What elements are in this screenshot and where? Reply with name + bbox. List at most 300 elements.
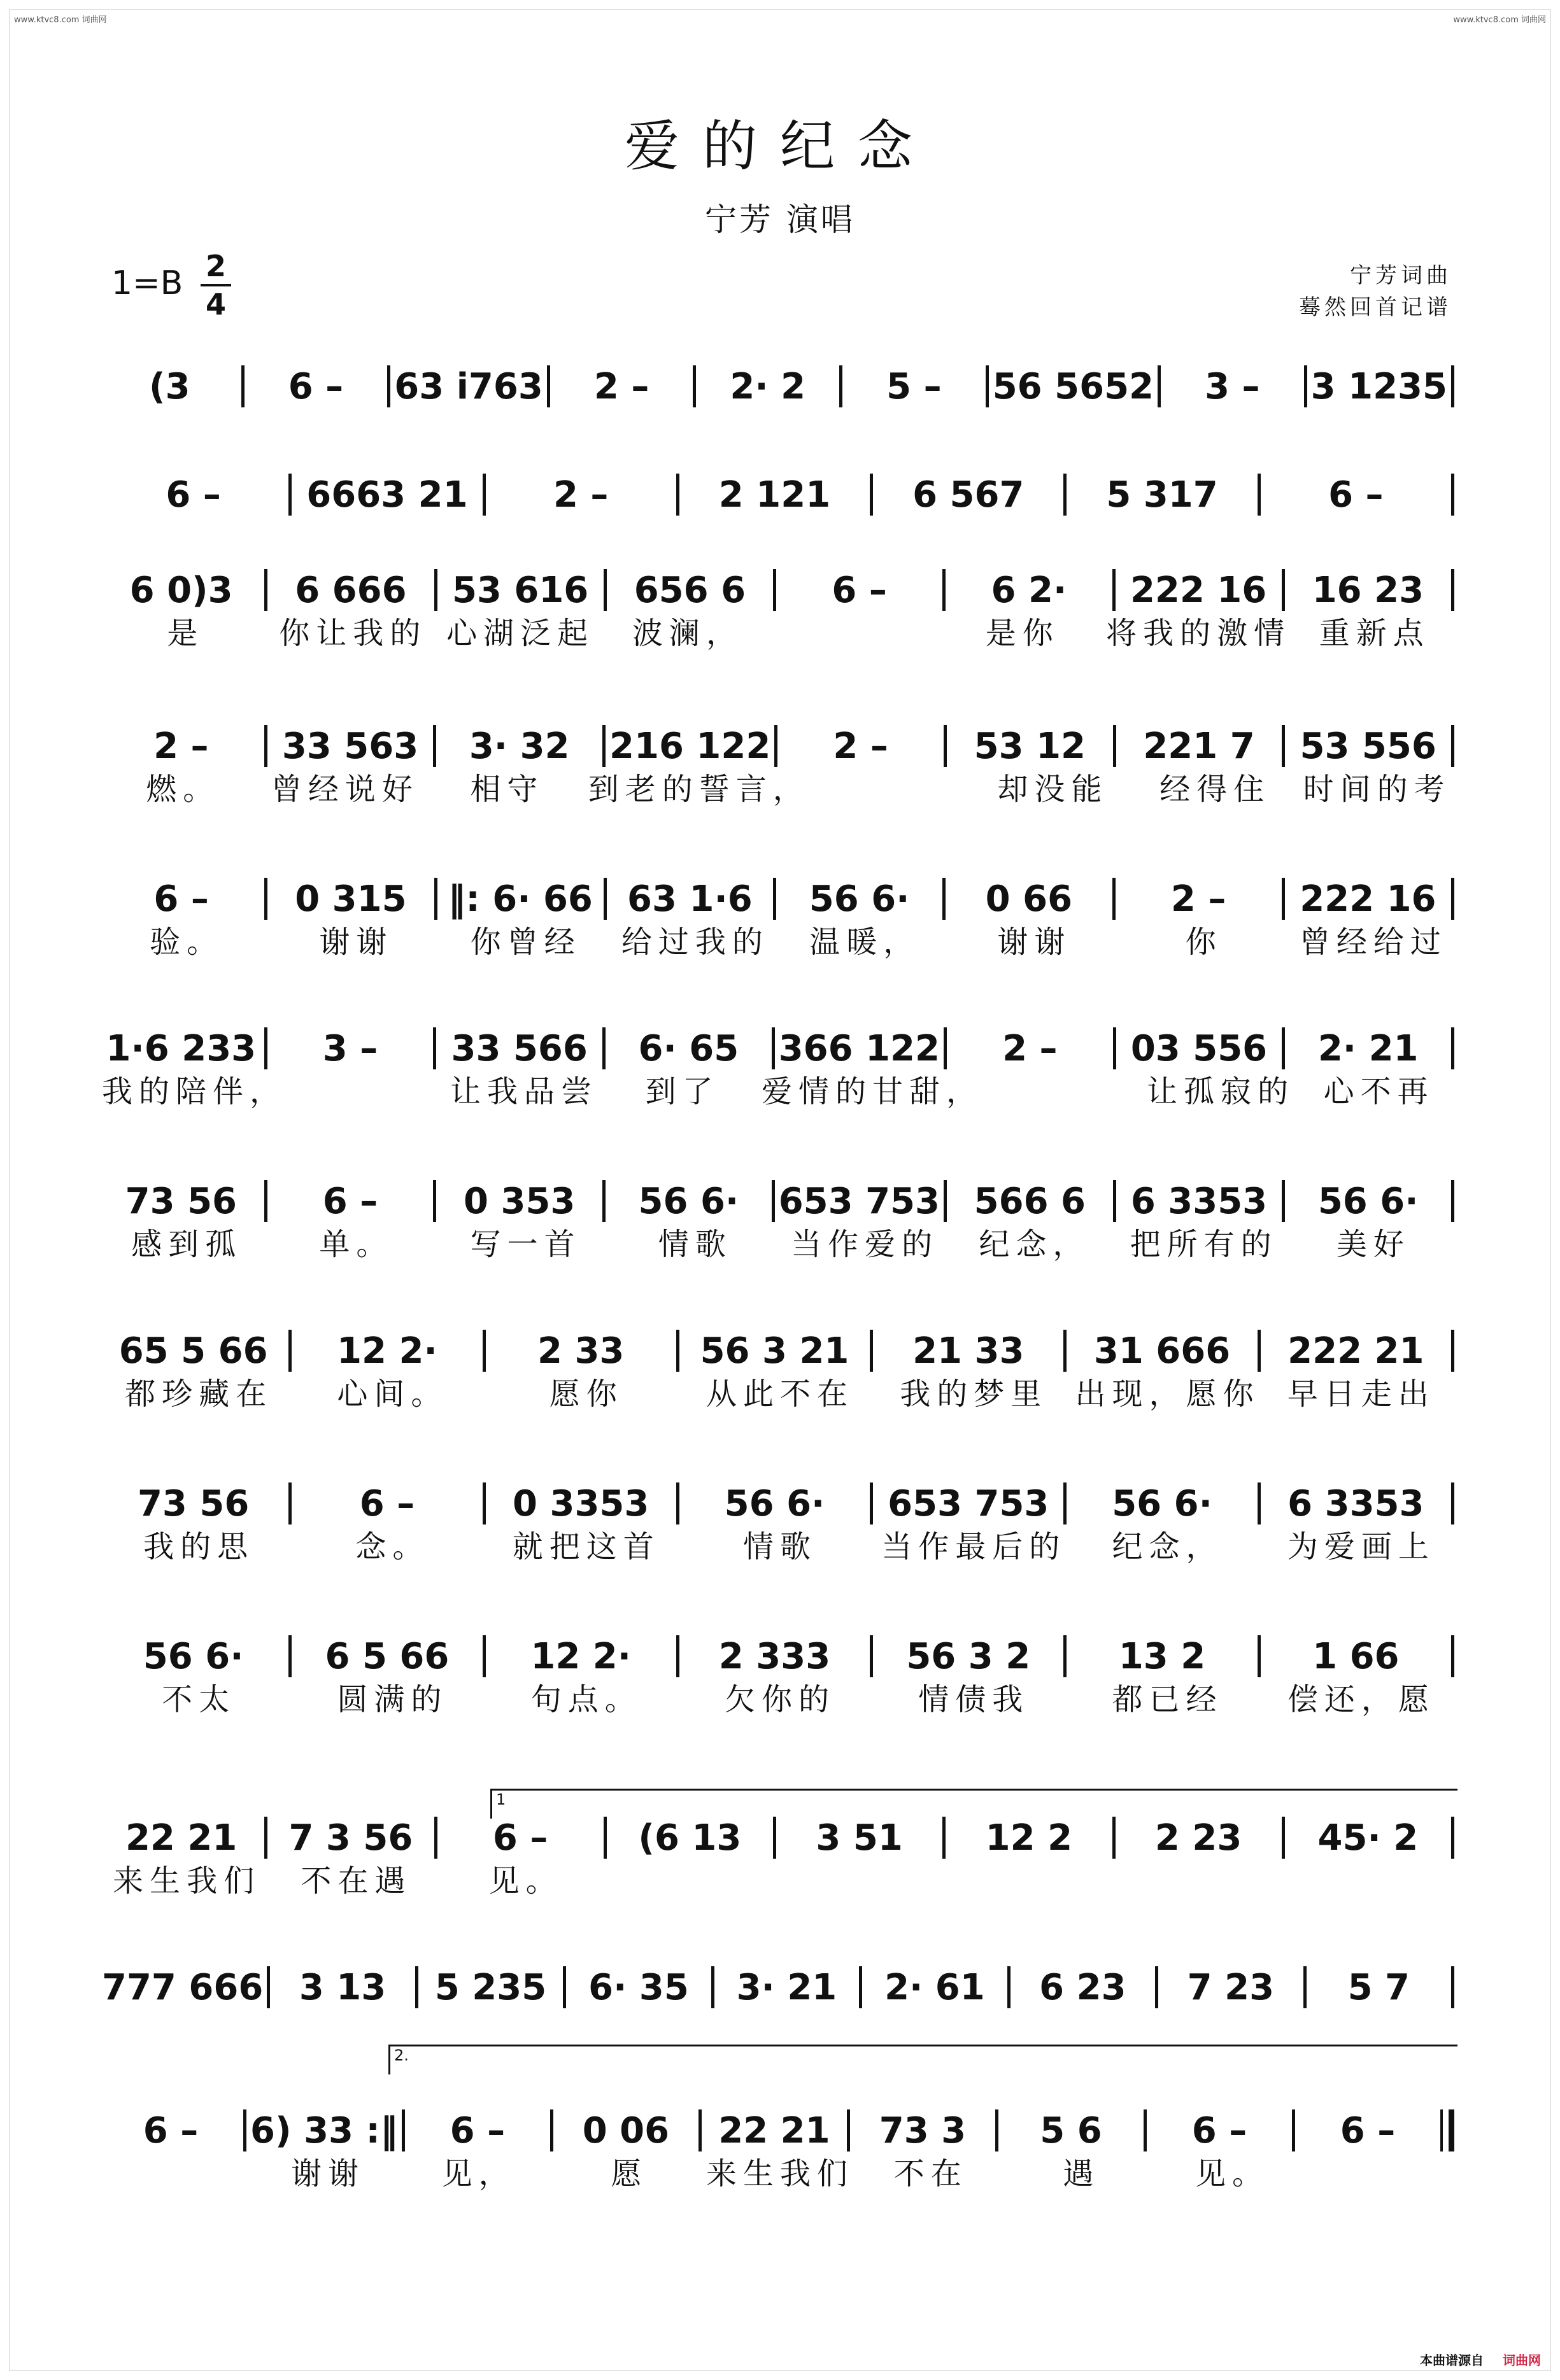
measure: 222 21 [1287, 1330, 1424, 1372]
barline [1451, 1180, 1454, 1222]
notation-row [102, 869, 1458, 920]
barline [986, 365, 989, 407]
lyric-phrase: 谢谢 [997, 924, 1072, 960]
barline [264, 725, 267, 767]
measure: 12 2 [985, 1817, 1073, 1859]
corner-watermark-left: www.ktvc8.com 词曲网 [14, 15, 107, 25]
barline [676, 474, 679, 516]
barline [1258, 1482, 1261, 1524]
measure: 366 122 [778, 1028, 940, 1069]
barline [267, 1966, 270, 2008]
lyric-phrase: 到老的誓言， [588, 771, 810, 807]
lyrics-row [102, 920, 1458, 958]
barline [1063, 474, 1067, 516]
barline [1063, 1482, 1067, 1524]
key-signature: 1=B [111, 264, 183, 302]
lyric-phrase: 情歌 [658, 1226, 732, 1262]
measure: 2 33 [537, 1330, 625, 1372]
lyric-phrase: 当作爱的 [791, 1226, 939, 1262]
barline [772, 1180, 775, 1222]
measure: 3 13 [299, 1967, 386, 2008]
barline [550, 2109, 553, 2151]
music-system [102, 465, 1458, 516]
lyrics-row [102, 1372, 1458, 1410]
lyric-phrase: 从此不在 [706, 1376, 854, 1412]
barline [1113, 1027, 1116, 1069]
lyric-phrase: 为爱画上 [1287, 1528, 1435, 1565]
measure: 7 23 [1187, 1967, 1275, 2008]
music-system [102, 716, 1458, 805]
measure: 56 6· [1317, 1181, 1419, 1222]
lyric-phrase: 见。 [1195, 2155, 1270, 2192]
measure: 216 122 [609, 726, 771, 767]
measure: 3 51 [816, 1817, 903, 1859]
measure: 2· 2 [730, 366, 806, 407]
barline [483, 474, 486, 516]
barline [944, 725, 947, 767]
measure: 6 – [153, 878, 209, 920]
measure: 0 3353 [513, 1483, 649, 1524]
music-system [102, 560, 1458, 649]
measure: 2 333 [718, 1636, 831, 1677]
barline [243, 2109, 246, 2151]
measure: 73 56 [125, 1181, 238, 1222]
notation-row [102, 1626, 1458, 1677]
measure: 6 – [1328, 474, 1384, 516]
barline [1451, 569, 1454, 611]
lyric-phrase: 你让我的 [279, 615, 427, 651]
barline [1258, 1635, 1261, 1677]
barline [604, 878, 607, 920]
barline [1282, 1180, 1285, 1222]
music-system [102, 1018, 1458, 1108]
measure: 45· 2 [1317, 1817, 1419, 1859]
barline [604, 569, 607, 611]
measure: 31 666 [1093, 1330, 1231, 1372]
notation-row [102, 2101, 1458, 2151]
measure: 0 66 [985, 878, 1073, 920]
measure: 56 6· [809, 878, 910, 920]
lyric-phrase: 燃。 [146, 771, 220, 807]
measure: 653 753 [888, 1483, 1049, 1524]
measure: 2 – [553, 474, 609, 516]
measure: 6 – [1191, 2110, 1247, 2151]
barline [773, 878, 776, 920]
barline [944, 1027, 947, 1069]
notation-row [102, 1474, 1458, 1524]
lyric-phrase: 单。 [319, 1226, 394, 1262]
measure: 2 121 [718, 474, 831, 516]
lyric-phrase: 验。 [150, 924, 224, 960]
barline [773, 1817, 776, 1859]
lyrics-row [102, 2151, 1458, 2190]
lyric-phrase: 却没能 [997, 771, 1109, 807]
lyrics-row [102, 767, 1458, 805]
lyric-phrase: 见。 [488, 1862, 563, 1899]
lyric-phrase: 到了 [645, 1073, 720, 1109]
lyric-phrase: 愿你 [549, 1376, 623, 1412]
measure: 65 5 66 [118, 1330, 268, 1372]
lyric-phrase: 来生我们 [706, 2155, 854, 2192]
measure: 13 2 [1118, 1636, 1206, 1677]
measure: 6 0)3 [129, 570, 233, 611]
lyric-phrase: 来生我们 [113, 1862, 261, 1899]
measure: 222 16 [1300, 878, 1436, 920]
measure: 0 353 [464, 1181, 576, 1222]
lyric-phrase: 纪念， [1112, 1528, 1223, 1565]
measure: 6· 35 [588, 1967, 689, 2008]
notation-row [102, 1171, 1458, 1222]
barline [264, 1817, 267, 1859]
lyric-phrase: 就把这首 [512, 1528, 660, 1565]
time-denominator: 4 [205, 287, 226, 321]
measure: 56 3 21 [700, 1330, 849, 1372]
barline [1113, 725, 1116, 767]
barline [434, 1817, 437, 1859]
measure: 6 2· [991, 570, 1067, 611]
barline [1451, 725, 1454, 767]
barline [1155, 1966, 1158, 2008]
lyric-phrase: 不在遇 [301, 1862, 412, 1899]
measure: 56 6· [1112, 1483, 1212, 1524]
lyric-phrase: 见， [441, 2155, 516, 2192]
barline [602, 1180, 606, 1222]
lyric-phrase: 心湖泛起 [446, 615, 595, 651]
lyric-phrase: 都珍藏在 [125, 1376, 273, 1412]
measure: 63 1·6 [627, 878, 753, 920]
notation-row [102, 560, 1458, 611]
lyric-phrase: 美好 [1336, 1226, 1410, 1262]
measure: 2 – [593, 366, 649, 407]
measure: 221 7 [1143, 726, 1255, 767]
lyric-phrase: 早日走出 [1287, 1376, 1435, 1412]
barline [676, 1482, 679, 1524]
lyric-phrase: 给过我的 [621, 924, 769, 960]
lyric-phrase: 谢谢 [319, 924, 394, 960]
measure: 56 3 2 [906, 1636, 1031, 1677]
measure: 7 3 56 [288, 1817, 413, 1859]
measure: 3 – [1205, 366, 1260, 407]
measure: (6 13 [638, 1817, 742, 1859]
lyric-phrase: 愿 [611, 2155, 648, 2192]
measure: 33 566 [451, 1028, 588, 1069]
notation-row [102, 1957, 1458, 2008]
measure: 2 – [1170, 878, 1226, 920]
lyric-phrase: 重新点 [1319, 615, 1430, 651]
measure: 56 6· [638, 1181, 739, 1222]
lyric-phrase: 感到孤 [131, 1226, 243, 1262]
barline [870, 1330, 873, 1372]
measure: 12 2· [337, 1330, 437, 1372]
lyrics-row [102, 1859, 1458, 1897]
lyric-phrase: 你曾经 [470, 924, 581, 960]
corner-watermark-right: www.ktvc8.com 词曲网 [1453, 15, 1546, 25]
measure: 777 666 [102, 1967, 264, 2008]
barline [1063, 1635, 1067, 1677]
measure: 6 3353 [1287, 1483, 1424, 1524]
lyric-phrase: 我的梦里 [900, 1376, 1048, 1412]
lyric-phrase: 出现，愿你 [1075, 1376, 1260, 1412]
measure: 73 3 [879, 2110, 967, 2151]
lyric-phrase: 情歌 [742, 1528, 817, 1565]
lyric-phrase: 相守 [470, 771, 544, 807]
lyric-phrase: 把所有的 [1130, 1226, 1278, 1262]
barline [870, 474, 873, 516]
lyric-phrase: 遇 [1063, 2155, 1100, 2192]
music-system [102, 1321, 1458, 1410]
measure: 1 66 [1312, 1636, 1400, 1677]
measure: 2 – [1002, 1028, 1058, 1069]
music-system [102, 1626, 1458, 1715]
measure: 6 – [450, 2110, 506, 2151]
lyric-phrase: 波澜， [632, 615, 744, 651]
barline [1282, 878, 1285, 920]
measure: 6 – [143, 2110, 199, 2151]
barline [839, 365, 842, 407]
barline [870, 1482, 873, 1524]
lyrics-row [102, 1524, 1458, 1563]
lyric-phrase: 写一首 [470, 1226, 581, 1262]
barline [1451, 1330, 1454, 1372]
barline [483, 1482, 486, 1524]
barline [483, 1635, 486, 1677]
song-title: 爱的纪念 [625, 115, 935, 178]
lyric-phrase: 纪念， [979, 1226, 1090, 1262]
barline [1158, 365, 1161, 407]
measure: 6 23 [1039, 1967, 1126, 2008]
barline [942, 1817, 946, 1859]
measure: 566 6 [974, 1181, 1086, 1222]
barline [711, 1966, 714, 2008]
barline [1112, 1817, 1116, 1859]
performer: 宁芳 演唱 [705, 201, 855, 238]
barline [1451, 1635, 1454, 1677]
measure: 2· 61 [884, 1967, 985, 2008]
barline [676, 1330, 679, 1372]
notation-row [102, 1321, 1458, 1372]
music-system [102, 356, 1458, 407]
lyric-phrase: 句点。 [530, 1681, 642, 1717]
measure: 03 556 [1130, 1028, 1268, 1069]
measure: 6 – [288, 366, 344, 407]
measure: 53 556 [1300, 726, 1436, 767]
music-system [102, 1474, 1458, 1563]
music-system [102, 1808, 1458, 1897]
barline [773, 569, 776, 611]
lyric-phrase: 当作最后的 [881, 1528, 1067, 1565]
barline [402, 2109, 405, 2151]
measure: 73 56 [137, 1483, 250, 1524]
measure: 6 3353 [1130, 1181, 1268, 1222]
time-signature [201, 250, 231, 321]
volta-second-ending: 2. [388, 2045, 1457, 2074]
measure: ‖: 6· 66 [448, 878, 593, 920]
measure: 5 235 [434, 1967, 547, 2008]
measure: 56 6· [724, 1483, 825, 1524]
barline [434, 569, 437, 611]
lyric-phrase: 我的陪伴， [102, 1073, 287, 1109]
measure: 33 563 [281, 726, 419, 767]
measure: 2 – [153, 726, 209, 767]
barline [264, 569, 267, 611]
barline [1144, 2109, 1147, 2151]
lyric-phrase: 心间。 [337, 1376, 448, 1412]
lyric-phrase: 经得住 [1159, 771, 1271, 807]
barline [433, 725, 436, 767]
barline [602, 725, 606, 767]
measure: 6 – [832, 570, 887, 611]
volta-first-ending: 1 [490, 1789, 1457, 1819]
lyricist-composer: 宁芳词曲 [1350, 263, 1452, 288]
measure: 6· 65 [638, 1028, 739, 1069]
notation-row [102, 1018, 1458, 1069]
measure: 2· 21 [1317, 1028, 1419, 1069]
lyrics-row [102, 611, 1458, 649]
time-fraction-line [201, 284, 231, 286]
barline [1282, 725, 1285, 767]
measure: 3 1235 [1310, 366, 1447, 407]
lyric-phrase: 偿还，愿 [1287, 1681, 1435, 1717]
measure: 56 6· [143, 1636, 244, 1677]
measure: 56 5652 [992, 366, 1154, 407]
barline [1063, 1330, 1067, 1372]
barline [1451, 878, 1454, 920]
measure: 6 – [359, 1483, 415, 1524]
measure: 53 12 [974, 726, 1086, 767]
lyric-phrase: 心不再 [1323, 1073, 1435, 1109]
measure: 656 6 [634, 570, 746, 611]
measure: 5 – [886, 366, 942, 407]
barline [1451, 1027, 1454, 1069]
measure: (3 [149, 366, 190, 407]
measure: 6 – [322, 1181, 378, 1222]
barline [433, 1027, 436, 1069]
barline [1113, 1180, 1116, 1222]
lyric-phrase: 情债我 [918, 1681, 1030, 1717]
barline [774, 725, 777, 767]
measure: 22 21 [125, 1817, 238, 1859]
measure: 3· 32 [469, 726, 570, 767]
barline [698, 2109, 702, 2151]
lyric-phrase: 让我品尝 [450, 1073, 598, 1109]
measure: 1·6 233 [106, 1028, 257, 1069]
music-system [102, 1957, 1458, 2008]
barline [241, 365, 245, 407]
barline [1007, 1966, 1010, 2008]
lyric-phrase: 曾经说好 [271, 771, 419, 807]
barline [288, 1482, 292, 1524]
barline [1451, 1817, 1454, 1859]
barline [1282, 569, 1285, 611]
barline [1440, 2109, 1454, 2151]
measure: 16 23 [1312, 570, 1424, 611]
measure: 6663 21 [306, 474, 468, 516]
barline [415, 1966, 418, 2008]
measure: 0 315 [295, 878, 407, 920]
barline [1112, 569, 1116, 611]
measure: 653 753 [778, 1181, 940, 1222]
music-system [102, 2101, 1458, 2190]
barline [604, 1817, 607, 1859]
lyric-phrase: 将我的激情 [1106, 615, 1291, 651]
measure: 6) 33 :‖ [250, 2110, 398, 2151]
lyrics-row [102, 1222, 1458, 1260]
lyric-phrase: 谢谢 [291, 2155, 365, 2192]
barline [288, 474, 292, 516]
measure: 6 666 [295, 570, 407, 611]
barline [434, 878, 437, 920]
lyric-phrase: 不在 [893, 2155, 968, 2192]
barline [563, 1966, 566, 2008]
lyric-phrase: 温暖， [809, 924, 921, 960]
barline [1292, 2109, 1295, 2151]
lyric-phrase: 都已经 [1112, 1681, 1223, 1717]
barline [1282, 1027, 1285, 1069]
barline [1451, 365, 1454, 407]
measure: 3· 21 [736, 1967, 837, 2008]
barline [1282, 1817, 1285, 1859]
barline [942, 569, 946, 611]
barline [264, 878, 267, 920]
measure: 222 16 [1130, 570, 1267, 611]
footer-site-label: 词曲网 [1503, 2353, 1541, 2368]
lyric-phrase: 时间的考 [1303, 771, 1451, 807]
measure: 6 567 [912, 474, 1025, 516]
lyric-phrase: 你 [1185, 924, 1223, 960]
barline [995, 2109, 998, 2151]
barline [1303, 1966, 1307, 2008]
barline [1304, 365, 1307, 407]
barline [602, 1027, 606, 1069]
barline [483, 1330, 486, 1372]
measure: 2 23 [1154, 1817, 1242, 1859]
lyrics-row [102, 1677, 1458, 1715]
barline [264, 1027, 267, 1069]
barline [1258, 474, 1261, 516]
lyric-phrase: 圆满的 [337, 1681, 448, 1717]
measure: 6 5 66 [325, 1636, 450, 1677]
measure: 12 2· [530, 1636, 632, 1677]
barline [547, 365, 550, 407]
notation-row [102, 716, 1458, 767]
barline [1112, 878, 1116, 920]
measure: 6 – [492, 1817, 548, 1859]
measure: 53 616 [451, 570, 589, 611]
measure: 0 06 [582, 2110, 670, 2151]
notation-row [102, 356, 1458, 407]
measure: 63 i763 [394, 366, 543, 407]
lyric-phrase: 曾经给过 [1299, 924, 1447, 960]
measure: 3 – [322, 1028, 378, 1069]
lyric-phrase: 是 [167, 615, 204, 651]
lyric-phrase: 我的思 [143, 1528, 255, 1565]
measure: 6 – [166, 474, 221, 516]
barline [1258, 1330, 1261, 1372]
barline [944, 1180, 947, 1222]
measure: 21 33 [912, 1330, 1025, 1372]
barline [288, 1635, 292, 1677]
barline [870, 1635, 873, 1677]
barline [1451, 1966, 1454, 2008]
measure: 5 6 [1040, 2110, 1102, 2151]
barline [772, 1027, 775, 1069]
barline [859, 1966, 862, 2008]
barline [264, 1180, 267, 1222]
music-system [102, 1171, 1458, 1260]
barline [288, 1330, 292, 1372]
measure: 5 317 [1106, 474, 1218, 516]
lyric-phrase: 爱情的甘甜， [761, 1073, 983, 1109]
